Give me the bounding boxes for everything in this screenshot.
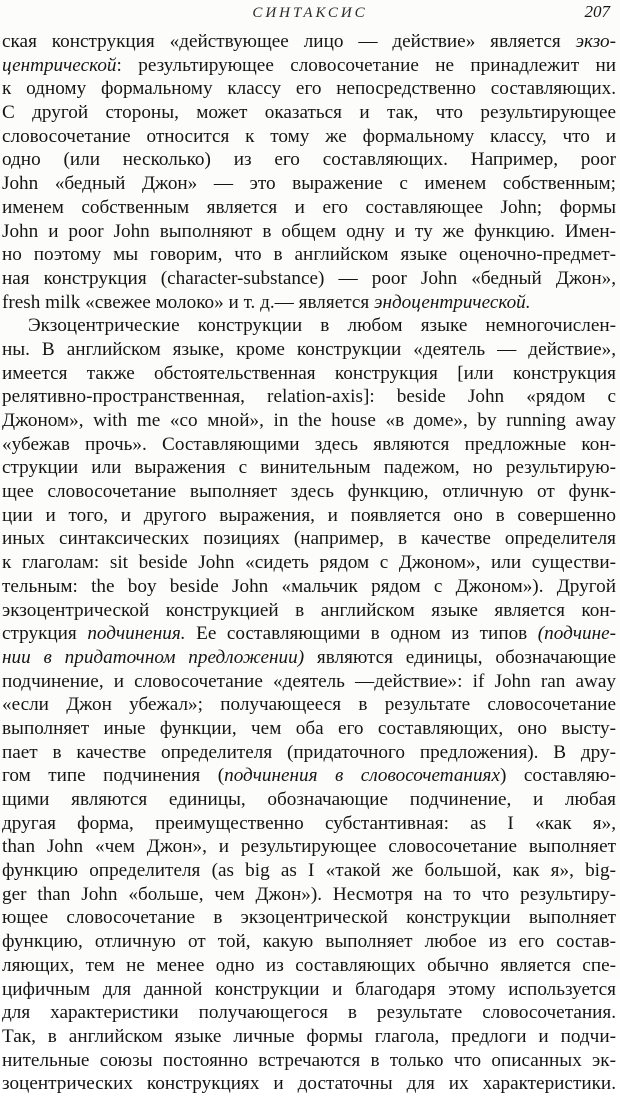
text-segment: fresh milk «свежее молоко» и т. д.— является — [2, 291, 374, 313]
text-line — [2, 291, 616, 315]
text-line — [2, 670, 616, 694]
text-segment: к глаголам: sit beside John «сидеть рядом с Джоном», или существи- — [2, 552, 616, 574]
text-segment: но поэтому мы говорим, что в английском языке оценочно-предмет- — [2, 244, 616, 266]
text-segment: гом типе подчинения ( — [2, 765, 225, 787]
text-line — [2, 646, 616, 670]
running-head: СИНТАКСИС — [252, 5, 368, 21]
text-segment: «убежав прочь». Составляющими здесь являются предложные кон- — [2, 433, 616, 455]
text-segment: для характеристики получающегося в результате словосочетания. — [2, 1002, 616, 1024]
page-header — [0, 2, 620, 28]
italic-text: эндоцентрической. — [373, 291, 531, 313]
text-line — [2, 338, 616, 362]
text-segment: ) составляю- — [499, 765, 617, 787]
text-line — [2, 693, 616, 717]
text-line — [2, 125, 616, 149]
text-segment: выполняет иные функции, чем оба его составляющих, оно высту- — [2, 717, 616, 739]
text-segment: ная конструкция (character-substance) — poor John «бедный Джон», — [2, 267, 616, 289]
text-line — [2, 1049, 616, 1073]
text-segment: ны. В английском языке, кроме конструкции «деятель — действие», — [2, 338, 616, 360]
text-line — [2, 196, 616, 220]
text-line — [2, 1001, 616, 1025]
text-line — [2, 54, 616, 78]
body-text — [2, 30, 616, 1096]
text-segment: С другой стороны, может оказаться и так, что результирующее — [2, 102, 616, 124]
text-segment: щее словосочетание выполняет здесь функцию, отличную от функ- — [2, 481, 616, 503]
text-line — [2, 77, 616, 101]
text-segment: Ее составляющими в одном из типов — [185, 623, 538, 645]
text-segment: щими являются единицы, обозначающие подчинение, и любая — [2, 789, 616, 810]
text-segment: функцию, отличную от той, какую выполняет любое из его состав- — [2, 931, 616, 953]
text-segment: Так, в английском языке личные формы глагола, предлоги и подчи- — [2, 1025, 616, 1047]
italic-text: подчинения. — [87, 623, 186, 645]
text-line — [2, 433, 616, 457]
text-line — [2, 314, 616, 338]
text-segment: ющее словосочетание в экзоцентрической конструкции выполняет — [2, 907, 616, 929]
text-line — [2, 575, 616, 599]
text-segment: Экзоцентрические конструкции в любом языке немногочислен- — [28, 315, 616, 337]
text-segment: словосочетание относится к тому же формальному классу, что и — [2, 125, 616, 147]
page-number: 207 — [584, 2, 610, 21]
text-segment: являются единицы, обозначающие — [304, 646, 616, 668]
text-line — [2, 172, 616, 196]
text-line — [2, 385, 616, 409]
text-line — [2, 978, 616, 1002]
text-line — [2, 788, 616, 812]
text-segment: другая форма, преимущественно субстантивная: as I «как я», — [2, 812, 616, 834]
text-line — [2, 1025, 616, 1049]
text-line — [2, 148, 616, 172]
italic-text: экзо- — [575, 31, 616, 52]
text-segment: ская конструкция «действующее лицо — действие» является — [2, 31, 576, 52]
text-line — [2, 764, 616, 788]
text-segment: именем собственным является и его составляющее John; формы — [2, 196, 616, 218]
text-line — [2, 741, 616, 765]
text-line — [2, 812, 616, 836]
text-segment: «если Джон убежал»; получающееся в результате словосочетание — [2, 694, 616, 716]
text-segment: пает в качестве определителя (придаточного предложения). В дру- — [2, 741, 616, 763]
text-line — [2, 622, 616, 646]
text-segment: имеется также обстоятельственная конструкция [или конструкция — [2, 362, 616, 384]
text-segment: экзоцентрической конструкцией в английском языке является кон- — [2, 599, 616, 621]
text-line — [2, 551, 616, 575]
text-segment: ции и того, и другого выражения, и появляется оно в совершенно — [2, 504, 616, 526]
italic-text: подчинения в словосочетаниях — [224, 765, 500, 787]
text-line — [2, 954, 616, 978]
text-segment: than John «чем Джон», и результирующее словосочетание выполняет — [2, 836, 616, 858]
text-segment: нительные союзы постоянно встречаются в только что описанных эк- — [2, 1049, 616, 1071]
text-segment: подчинение, и словосочетание «деятель —действие»: if John ran away — [2, 670, 616, 692]
text-segment: струкции или выражения с винительным падежом, но результирую- — [2, 457, 616, 479]
text-line — [2, 930, 616, 954]
text-line — [2, 1072, 616, 1096]
text-line — [2, 883, 616, 907]
text-line — [2, 527, 616, 551]
text-segment: John «бедный Джон» — это выражение с именем собственным; — [2, 173, 616, 195]
text-segment: цифичным для данной конструкции и благодаря этому используется — [2, 978, 616, 1000]
text-line — [2, 267, 616, 291]
text-segment: Джоном», with me «со мной», in the house «в доме», by running away — [2, 410, 616, 431]
text-segment: ger than John «больше, чем Джон»). Несмотря на то что результиру- — [2, 883, 616, 905]
italic-text: нии в придаточном предложении) — [2, 646, 305, 668]
text-line — [2, 362, 616, 386]
text-segment: релятивно-пространственная, relation-axis]: beside John «рядом с — [2, 386, 616, 408]
text-segment: зоцентрических конструкциях и достаточны для их характеристики. — [2, 1073, 616, 1095]
text-segment: к одному формальному классу его непосредственно составляющих. — [2, 78, 616, 100]
italic-text: (подчине- — [537, 623, 616, 645]
text-line — [2, 243, 616, 267]
text-segment: ляющих, тем не менее одно из составляющих обычно является спе- — [2, 954, 616, 976]
text-line — [2, 906, 616, 930]
text-segment: иных синтаксических позициях (например, в качестве определителя — [2, 528, 616, 550]
text-line — [2, 101, 616, 125]
text-line — [2, 480, 616, 504]
text-line — [2, 599, 616, 623]
text-line — [2, 717, 616, 741]
text-line — [2, 835, 616, 859]
text-line — [2, 456, 616, 480]
text-segment: тельным: the boy beside John «мальчик рядом с Джоном»). Другой — [2, 575, 616, 597]
text-segment: функцию определителя (as big as I «такой же большой, как я», big- — [2, 860, 616, 882]
text-line — [2, 30, 616, 54]
text-line — [2, 504, 616, 528]
text-line — [2, 409, 616, 433]
text-line — [2, 859, 616, 883]
text-segment: John и poor John выполняют в общем одну и ту же функцию. Имен- — [2, 220, 616, 242]
text-segment: : результирующее словосочетание не принадлежит ни — [116, 54, 616, 76]
text-segment: одно (или несколько) из его составляющих. Например, poor — [2, 149, 616, 171]
italic-text: центрической — [2, 54, 117, 76]
text-segment: струкция — [2, 623, 88, 645]
text-line — [2, 220, 616, 244]
